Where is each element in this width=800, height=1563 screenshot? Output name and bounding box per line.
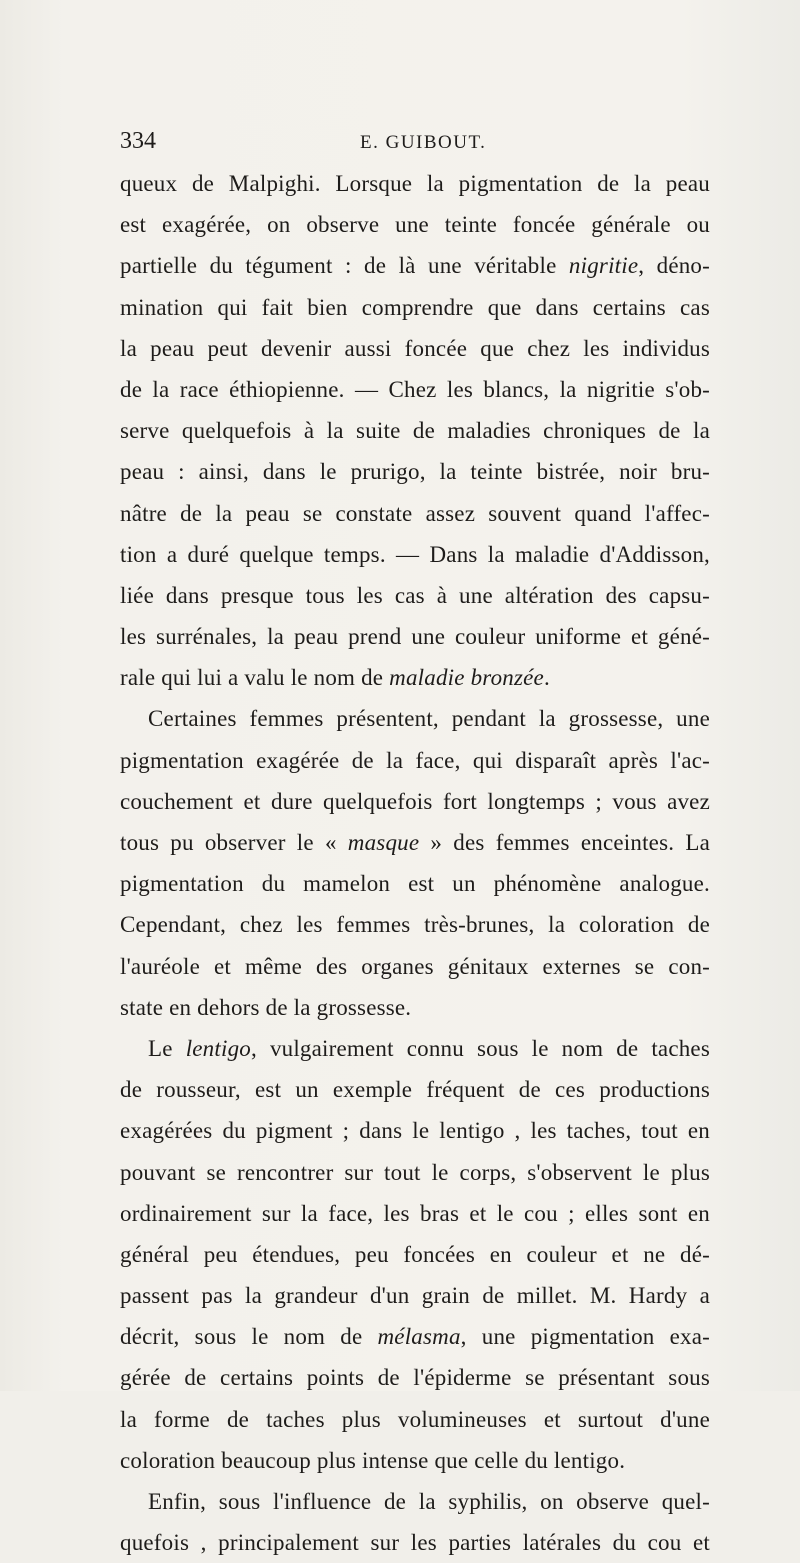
text-run: couchement et dure quelquefois fort longtemps ; vous avez — [120, 788, 710, 814]
text-run: passent pas la grandeur d'un grain de millet. M. Hardy a — [120, 1283, 710, 1309]
text-run: décrit, sous le nom de — [120, 1324, 378, 1350]
text-run: l'auréole et même des organes génitaux externes se con- — [120, 953, 710, 979]
text-run: . — [543, 665, 550, 691]
text-line — [120, 1357, 710, 1398]
text-line — [120, 987, 710, 1028]
text-line — [120, 1110, 710, 1151]
text-line — [120, 1028, 710, 1069]
body-text — [120, 163, 710, 1563]
text-run: partielle du tégument : de là une véritable — [120, 253, 569, 279]
text-line — [120, 740, 710, 781]
text-line — [120, 822, 710, 863]
text-line — [120, 1069, 710, 1110]
text-run: coloration beaucoup plus intense que celle du lentigo. — [120, 1447, 626, 1473]
text-line — [120, 863, 710, 904]
text-run: pouvant se rencontrer sur tout le corps, s'observent le plus — [120, 1159, 710, 1185]
text-line — [120, 904, 710, 945]
text-run: les surrénales, la peau prend une couleur uniforme et géné- — [120, 624, 710, 650]
text-run: serve quelquefois à la suite de maladies chroniques de la — [120, 418, 710, 444]
text-line — [120, 245, 710, 286]
text-line — [120, 287, 710, 328]
text-run: peau : ainsi, dans le prurigo, la teinte bistrée, noir bru- — [120, 459, 710, 485]
text-run: Enfin, sous l'influence de la syphilis, on observe quel- — [148, 1489, 710, 1514]
text-line — [120, 451, 710, 492]
text-line — [120, 1152, 710, 1193]
text-run: mination qui fait bien comprendre que dans certains cas — [120, 294, 710, 320]
text-line — [120, 698, 710, 739]
text-run: , une pigmentation exa- — [460, 1324, 710, 1350]
text-run: nâtre de la peau se constate assez souvent quand l'affec- — [120, 500, 710, 526]
text-line — [120, 1234, 710, 1275]
text-line — [120, 657, 710, 698]
text-line — [120, 204, 710, 245]
text-run: rale qui lui a valu le nom de — [120, 665, 390, 691]
text-line — [120, 1481, 710, 1522]
text-run: pigmentation du mamelon est un phénomène analogue. — [120, 871, 710, 897]
text-line — [120, 493, 710, 534]
text-line — [120, 1275, 710, 1316]
page-header — [120, 124, 710, 158]
text-line — [120, 1522, 710, 1563]
text-run: exagérées du pigment ; dans le lentigo , les taches, tout en — [120, 1118, 710, 1144]
text-line — [120, 410, 710, 451]
text-run: quefois , principalement sur les parties latérales du cou et — [120, 1530, 710, 1556]
italic-term: mélasma — [377, 1324, 461, 1350]
text-run: Le — [148, 1035, 186, 1061]
text-run: tous pu observer le « — [120, 830, 348, 855]
text-run: queux de Malpighi. Lorsque la pigmentation de la peau — [120, 171, 710, 196]
text-line — [120, 781, 710, 822]
text-run: Cependant, chez les femmes très-brunes, la coloration de — [120, 912, 710, 938]
text-run: liée dans presque tous les cas à une altération des capsu- — [120, 582, 710, 608]
text-line — [120, 946, 710, 987]
text-line — [120, 616, 710, 657]
text-run: , vulgairement connu sous le nom de taches — [250, 1035, 710, 1061]
text-run: tion a duré quelque temps. — Dans la maladie d'Addisson, — [120, 541, 710, 567]
text-run: , déno- — [638, 253, 710, 279]
text-run: de la race éthiopienne. — Chez les blancs, la nigritie s'ob- — [120, 376, 710, 402]
text-line — [120, 575, 710, 616]
running-head: E. GUIBOUT. — [360, 132, 487, 153]
page-number: 334 — [120, 128, 156, 154]
text-run: est exagérée, on observe une teinte foncée générale ou — [120, 212, 710, 238]
text-line — [120, 369, 710, 410]
text-run: pigmentation exagérée de la face, qui disparaît après l'ac- — [120, 747, 710, 773]
italic-term: lentigo — [185, 1035, 251, 1061]
text-run: ordinairement sur la face, les bras et le cou ; elles sont en — [120, 1200, 710, 1226]
text-run: Certaines femmes présentent, pendant la grossesse, une — [148, 706, 710, 732]
text-line — [120, 328, 710, 369]
text-line — [120, 1440, 710, 1481]
text-run: gérée de certains points de l'épiderme se présentant sous — [120, 1365, 710, 1391]
text-line — [120, 534, 710, 575]
italic-term: nigritie — [568, 253, 639, 279]
text-run: » des femmes enceintes. La — [419, 830, 710, 855]
text-run: de rousseur, est un exemple fréquent de ces productions — [120, 1077, 710, 1103]
text-line — [120, 1193, 710, 1234]
italic-term: maladie bronzée — [389, 665, 544, 691]
text-run: général peu étendues, peu foncées en couleur et ne dé- — [120, 1241, 710, 1267]
italic-term: masque — [347, 830, 420, 855]
text-line — [120, 163, 710, 204]
text-run: state en dehors de la grossesse. — [120, 994, 412, 1020]
text-line — [120, 1399, 710, 1440]
text-run: la forme de taches plus volumineuses et surtout d'une — [120, 1406, 710, 1432]
text-line — [120, 1316, 710, 1357]
text-run: la peau peut devenir aussi foncée que chez les individus — [120, 335, 710, 361]
